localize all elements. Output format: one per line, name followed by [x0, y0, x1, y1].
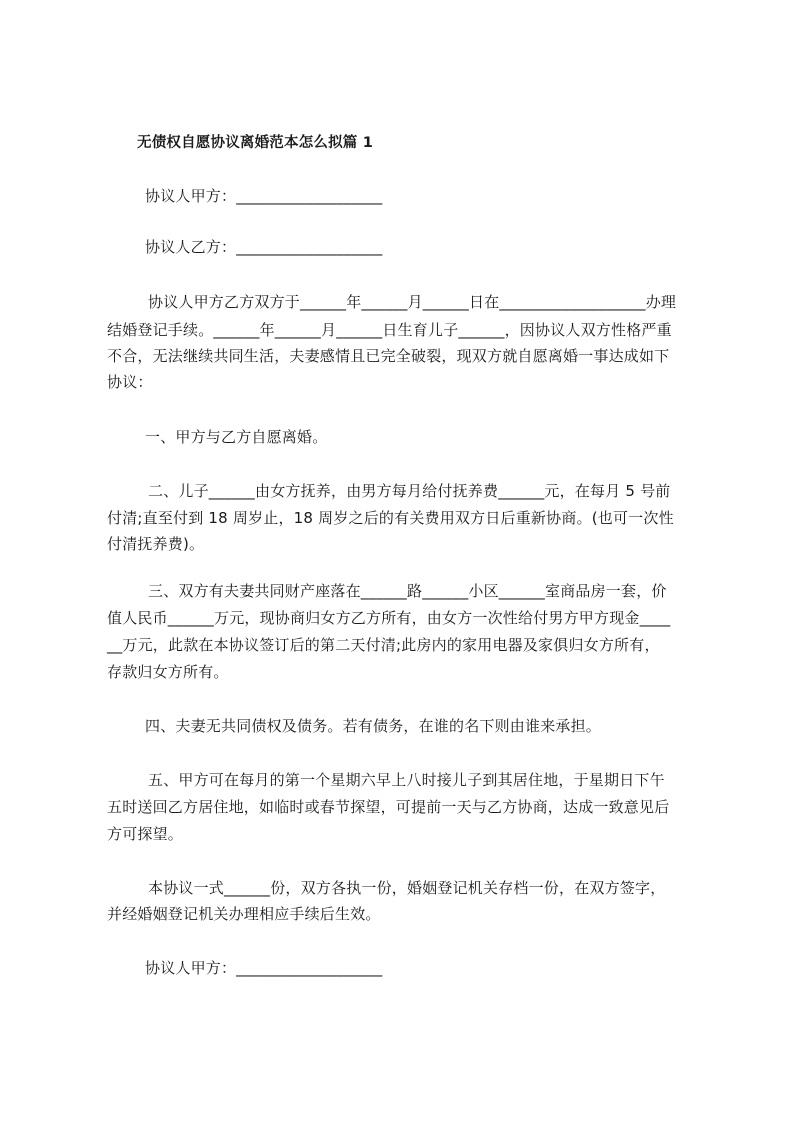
clause-3-line-2: 值人民币______万元，现协商归女方乙方所有，由女方一次性给付男方甲方现金____	[107, 609, 671, 627]
document-title: 无债权自愿协议离婚范本怎么拟篇 1	[137, 135, 374, 151]
clause-3-line-3: __万元，此款在本协议签订后的第二天付清;此房内的家用电器及家俱归女方所有，	[107, 636, 660, 654]
intro-line-4: 协议：	[107, 373, 153, 391]
clause-4: 四、夫妻无共同债权及债务。若有债务，在谁的名下则由谁来承担。	[145, 717, 602, 735]
clause-5-line-2: 五时送回乙方居住地，如临时或春节探望，可提前一天与乙方协商，达成一致意见后	[107, 798, 670, 816]
party-a-signature-line: 协议人甲方：___________________	[145, 187, 383, 205]
party-a-signature-line-bottom: 协议人甲方：___________________	[145, 959, 383, 977]
clause-5-line-3: 方可探望。	[107, 825, 184, 843]
clause-2-line-1: 二、儿子______由女方抚养，由男方每月给付抚养费______元，在每月 5 号前	[148, 482, 671, 500]
intro-line-3: 不合，无法继续共同生活，夫妻感情且已完全破裂，现双方就自愿离婚一事达成如下	[107, 347, 670, 365]
intro-line-1: 协议人甲方乙方双方于______年______月______日在___________________办理	[148, 293, 677, 311]
party-b-signature-line: 协议人乙方：___________________	[145, 238, 383, 256]
intro-line-2: 结婚登记手续。______年______月______日生育儿子______，因协议人双方性格严重	[107, 321, 672, 339]
clause-1: 一、甲方与乙方自愿离婚。	[145, 428, 328, 446]
clause-3-line-1: 三、双方有夫妻共同财产座落在______路______小区______室商品房一套，价	[148, 582, 667, 600]
clause-3-line-4: 存款归女方所有。	[107, 663, 229, 681]
clause-2-line-3: 付清抚养费)。	[107, 535, 205, 553]
closing-line-1: 本协议一式______份，双方各执一份，婚姻登记机关存档一份，在双方签字，	[148, 879, 666, 897]
closing-line-2: 并经婚姻登记机关办理相应手续后生效。	[107, 905, 381, 923]
clause-5-line-1: 五、甲方可在每月的第一个星期六早上八时接儿子到其居住地，于星期日下午	[148, 771, 665, 789]
clause-2-line-2: 付清;直至付到 18 周岁止，18 周岁之后的有关费用双方日后重新协商。(也可一次性	[107, 509, 674, 527]
